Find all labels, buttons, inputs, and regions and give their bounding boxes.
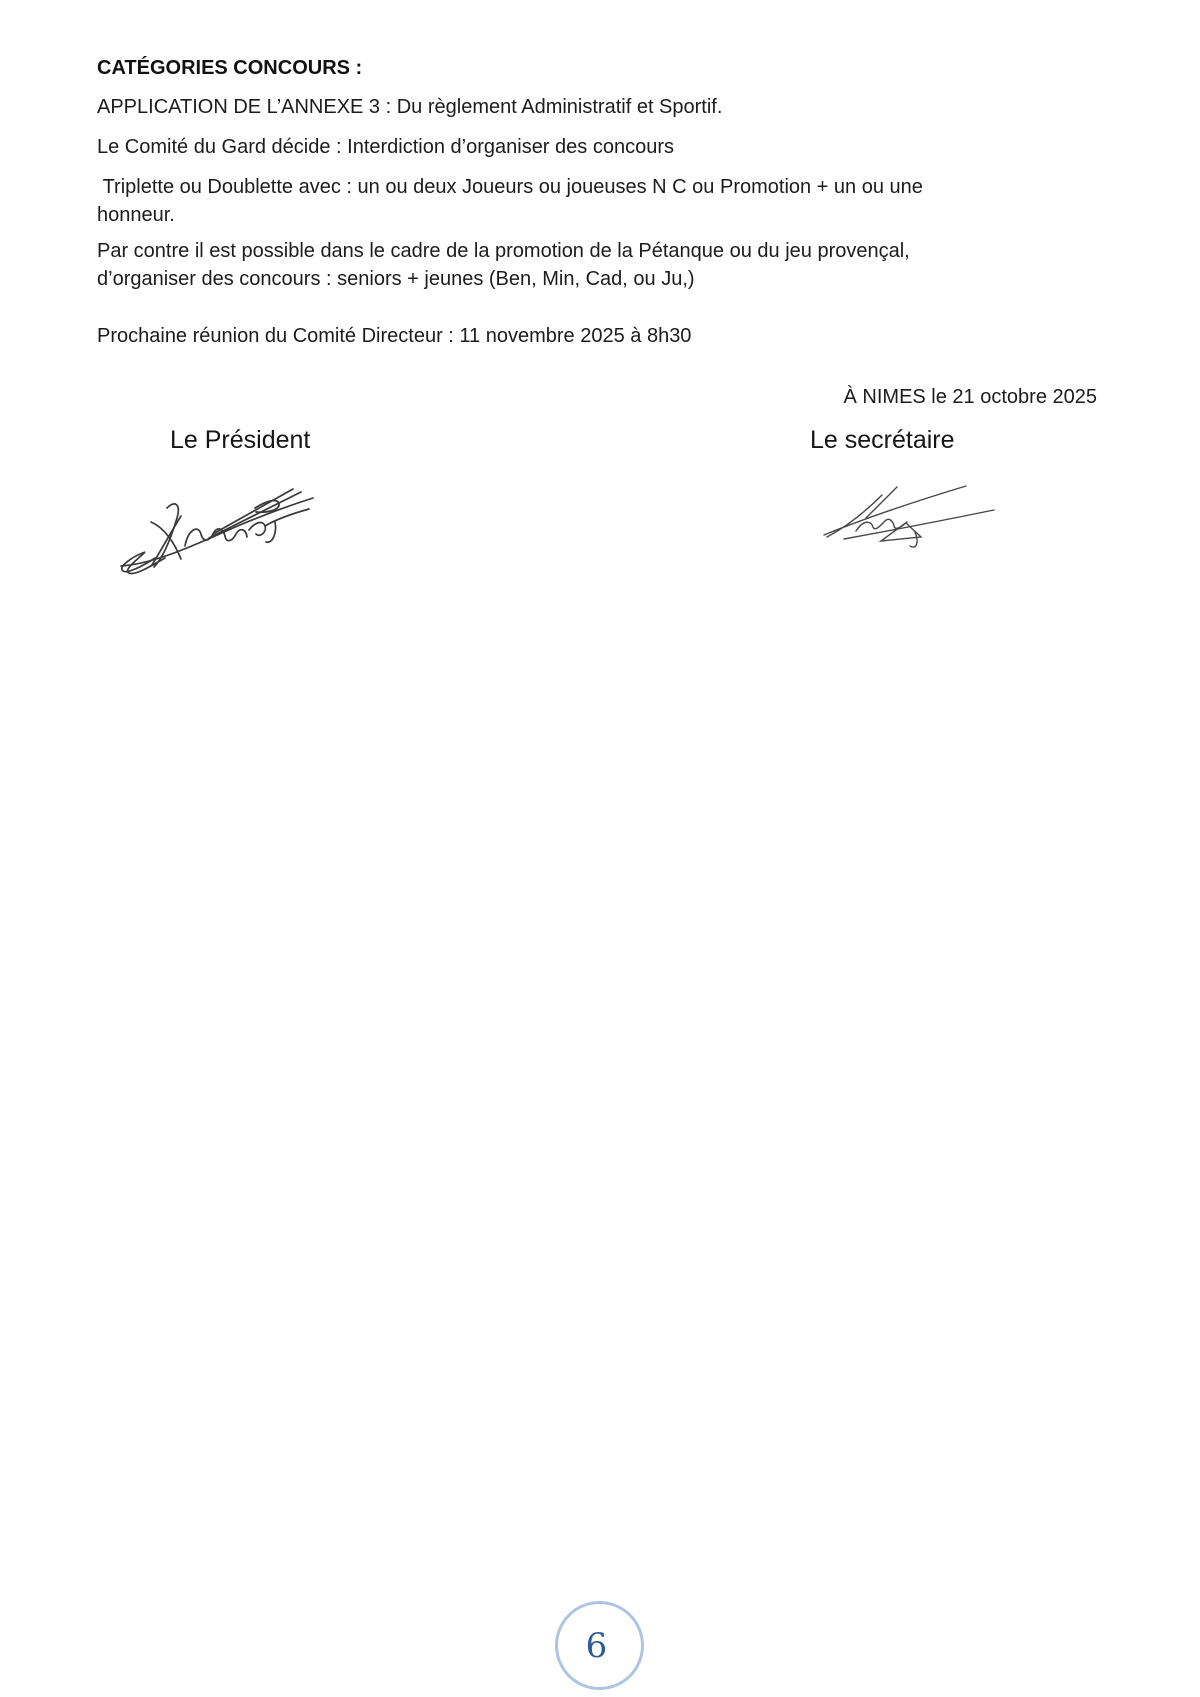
paragraph-application (97, 93, 1097, 121)
secretary-signature-image (818, 477, 998, 549)
paragraph-comite-decision (97, 133, 1097, 161)
paragraph-line: APPLICATION DE L’ANNEXE 3 : Du règlement Administratif et Sportif. (97, 96, 723, 118)
paragraph-promotion-exception (97, 237, 1097, 293)
paragraph-line: honneur. (97, 204, 175, 226)
president-signature-image (113, 466, 323, 581)
page-number: 6 (585, 1625, 608, 1666)
document-title: CATÉGORIES CONCOURS : (97, 57, 363, 79)
paragraph-line: Triplette ou Doublette avec : un ou deux Joueurs ou joueuses N C ou Promotion + un ou une (97, 176, 923, 198)
secretary-signature-label: Le secrétaire (810, 426, 955, 454)
paragraph-line: Par contre il est possible dans le cadre de la promotion de la Pétanque ou du jeu provençal, (97, 240, 910, 262)
paragraph-line: Prochaine réunion du Comité Directeur : 11 novembre 2025 à 8h30 (97, 325, 692, 347)
president-signature-label: Le Président (170, 426, 311, 454)
document-body (0, 0, 1200, 350)
place-date-line: À NIMES le 21 octobre 2025 (843, 386, 1097, 408)
paragraph-next-meeting (97, 322, 1097, 350)
paragraph-line: Le Comité du Gard décide : Interdiction d’organiser des concours (97, 136, 674, 158)
page-number-badge (555, 1601, 644, 1690)
paragraph-line: d’organiser des concours : seniors + jeunes (Ben, Min, Cad, ou Ju,) (97, 268, 695, 290)
paragraph-triplette-rule (97, 173, 1097, 229)
